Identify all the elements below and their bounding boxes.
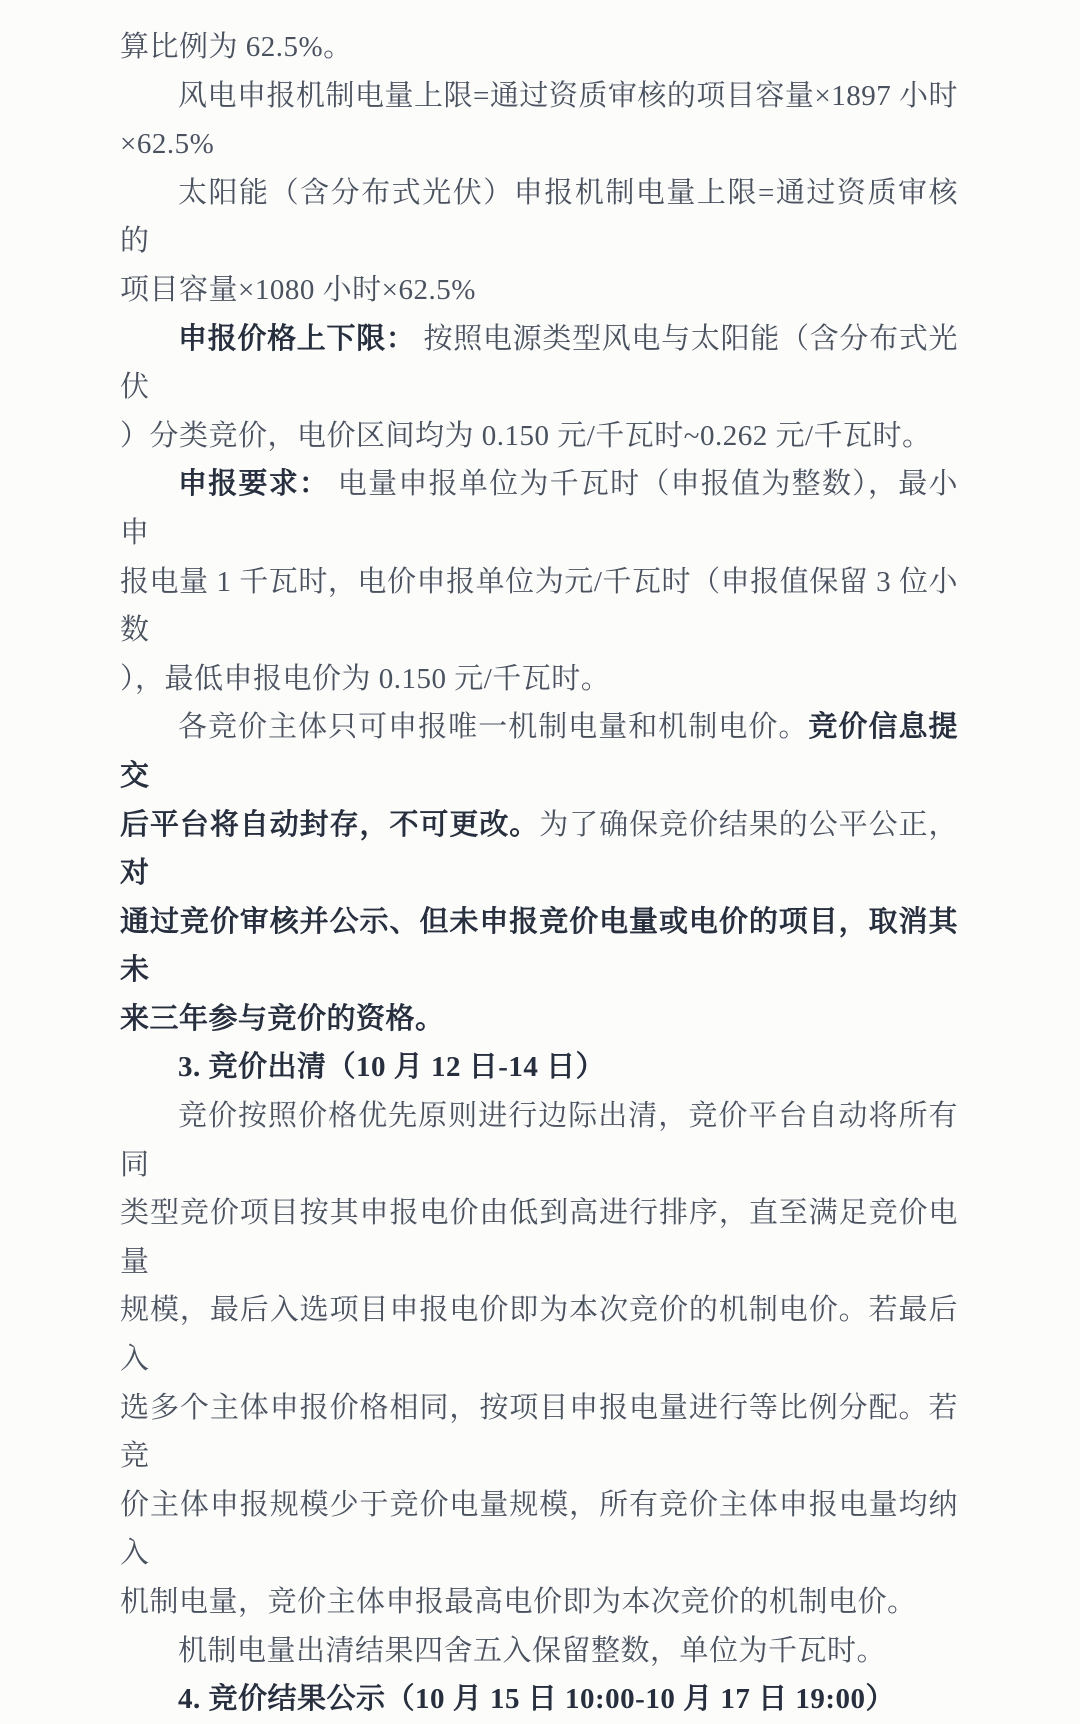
- text-line: [120, 72, 958, 121]
- text-line: [120, 703, 958, 800]
- bold-text-run: 4. 竞价结果公示（10 月 15 日 10:00-10 月 17 日 19:00）: [178, 1683, 895, 1716]
- text-line: [120, 1675, 958, 1724]
- text-run: 风电申报机制电量上限=通过资质审核的项目容量×1897 小时: [178, 79, 958, 112]
- bold-text-run: 来三年参与竞价的资格。: [120, 1002, 445, 1035]
- text-run: 各竞价主体只可申报唯一机制电量和机制电价。: [178, 711, 809, 744]
- text-line: [120, 1578, 958, 1627]
- text-line: [120, 23, 958, 72]
- text-line: [120, 1384, 958, 1481]
- text-run: 选多个主体申报价格相同，按项目申报电量进行等比例分配。若竞: [120, 1391, 958, 1473]
- text-run: 按照电源类型风电与太阳能（含分布式光伏: [120, 322, 958, 404]
- bold-text-run: 竞价信息提交: [120, 711, 958, 792]
- text-run: 机制电量，竞价主体申报最高电价即为本次竞价的机制电价。: [120, 1586, 917, 1618]
- text-line: [120, 1286, 958, 1383]
- text-line: [120, 169, 958, 266]
- text-run: ）分类竞价，电价区间均为 0.150 元/千瓦时~0.262 元/千瓦时。: [120, 419, 932, 452]
- text-line: [120, 1189, 958, 1286]
- text-run: 为了确保竞价结果的公平公正，: [539, 808, 958, 841]
- text-line: [120, 655, 958, 704]
- text-line: [120, 801, 958, 898]
- text-run: ×62.5%: [120, 128, 215, 161]
- text-line: [120, 1043, 958, 1092]
- text-run: 类型竞价项目按其申报电价由低到高进行排序，直至满足竞价电量: [120, 1197, 958, 1278]
- text-run: 电量申报单位为千瓦时（申报值为整数），最小申: [120, 468, 958, 549]
- text-line: [120, 412, 958, 461]
- text-line: [120, 460, 958, 557]
- text-run: 太阳能（含分布式光伏）申报机制电量上限=通过资质审核的: [120, 176, 958, 258]
- text-run: 报电量 1 千瓦时，电价申报单位为元/千瓦时（申报值保留 3 位小数: [120, 565, 958, 647]
- text-line: [120, 558, 958, 655]
- bold-text-run: 申报要求：: [178, 468, 330, 501]
- text-run: 算比例为 62.5%。: [120, 31, 353, 63]
- text-run: 规模，最后入选项目申报电价即为本次竞价的机制电价。若最后入: [120, 1294, 958, 1376]
- text-line: [120, 898, 958, 995]
- text-run: 项目容量×1080 小时×62.5%: [120, 273, 476, 306]
- text-line: [120, 1481, 958, 1578]
- text-line: [120, 266, 958, 315]
- text-run: 价主体申报规模少于竞价电量规模，所有竞价主体申报电量均纳入: [120, 1488, 958, 1570]
- text-run: 竞价按照价格优先原则进行边际出清，竞价平台自动将所有同: [120, 1100, 958, 1181]
- bold-text-run: 对: [120, 857, 150, 890]
- text-line: [120, 315, 958, 412]
- bold-text-run: 申报价格上下限：: [178, 322, 416, 355]
- text-line: [120, 1627, 958, 1676]
- text-line: [120, 995, 958, 1044]
- text-line: [120, 1092, 958, 1189]
- text-run: 机制电量出清结果四舍五入保留整数，单位为千瓦时。: [178, 1634, 887, 1667]
- bold-text-run: 后平台将自动封存，不可更改。: [120, 808, 540, 841]
- bold-text-run: 3. 竞价出清（10 月 12 日-14 日）: [178, 1051, 606, 1084]
- text-line: [120, 120, 958, 169]
- text-run: ），最低申报电价为 0.150 元/千瓦时。: [120, 662, 611, 695]
- bold-text-run: 通过竞价审核并公示、但未申报竞价电量或电价的项目，取消其未: [120, 905, 958, 987]
